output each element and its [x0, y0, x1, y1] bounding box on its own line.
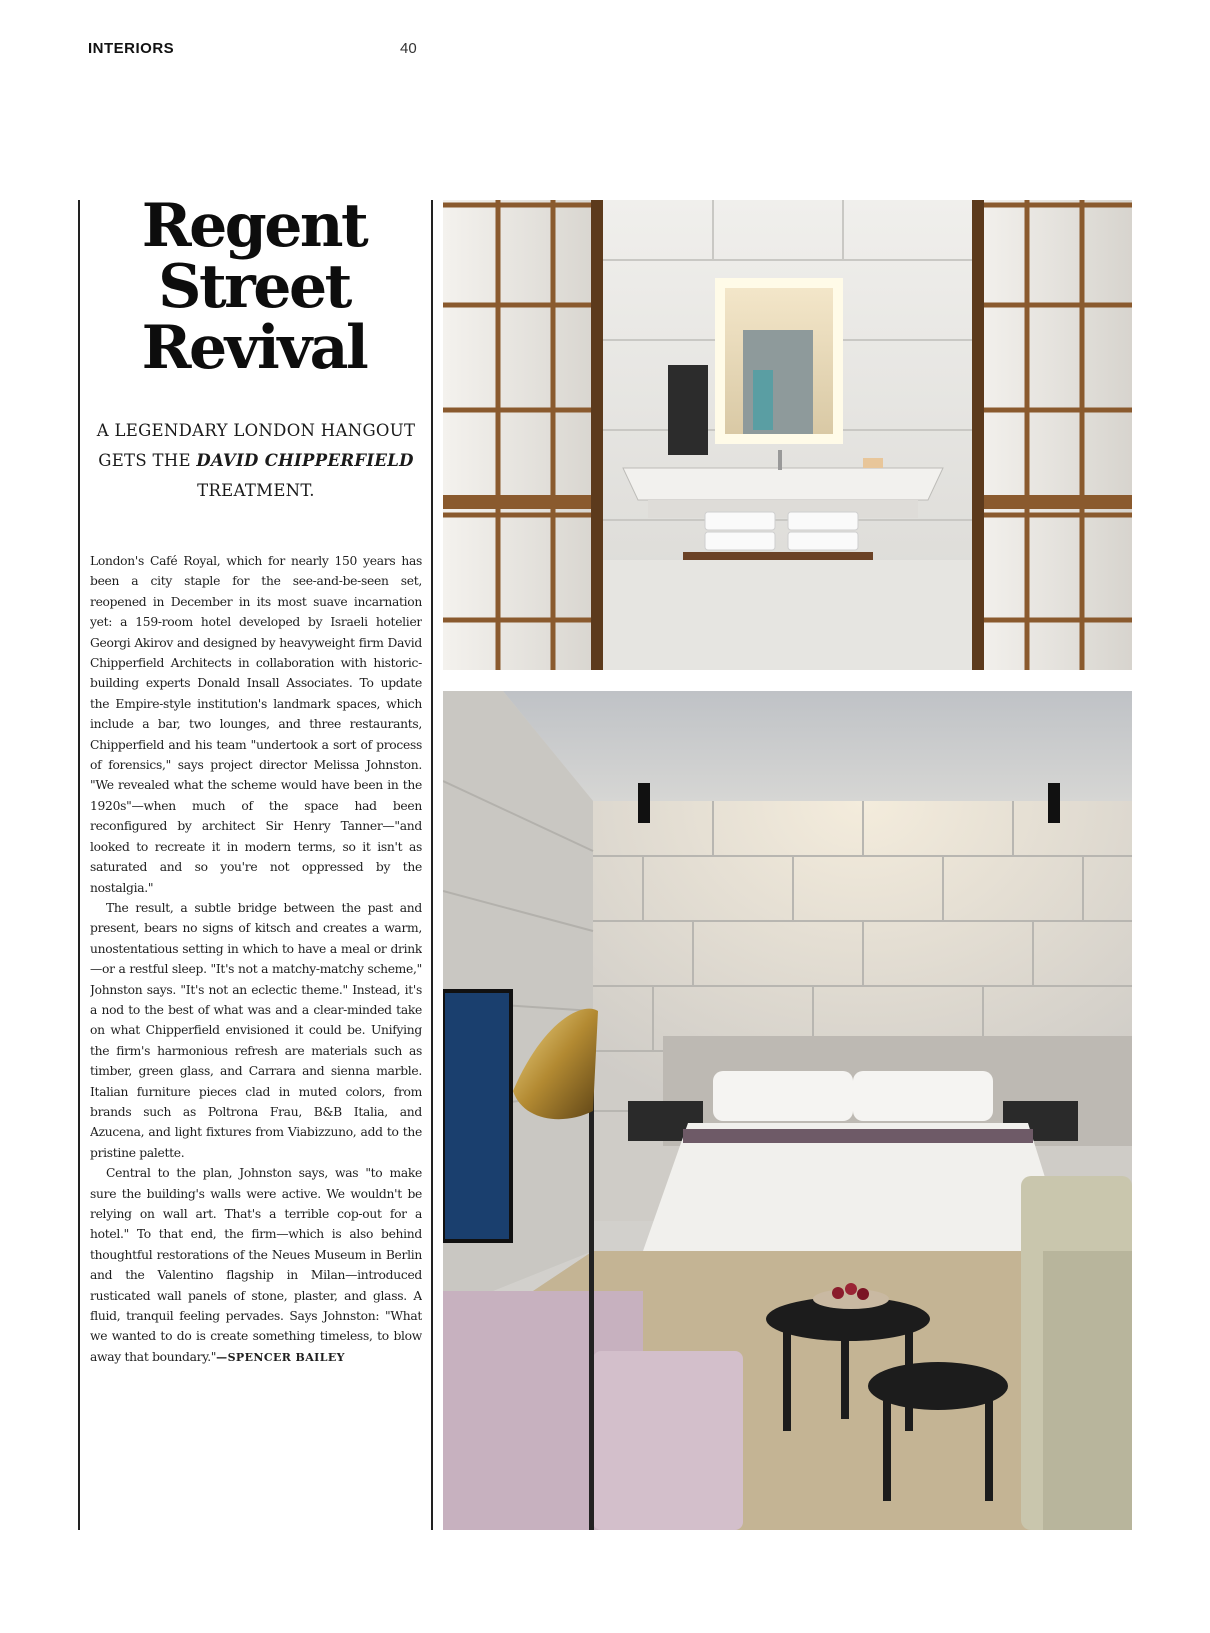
toiletries — [863, 458, 883, 468]
shoji-left — [443, 200, 603, 670]
wood-shelf — [683, 552, 873, 560]
headline-line-2: Street — [158, 252, 350, 322]
section-label: INTERIORS — [88, 40, 175, 57]
deck — [88, 416, 424, 506]
vanity-base — [648, 500, 918, 518]
headline-line-1: Regent — [141, 191, 367, 261]
towel-2 — [705, 532, 775, 550]
vanity-top — [623, 468, 943, 500]
photo-bathroom — [443, 200, 1132, 670]
paragraph-1: London's Café Royal, which for nearly 150 years has been a city staple for the see-and-be-seen set, reopened in December in its most suave incarnation yet: a 159-room hotel developed by Israeli hotelier Georgi Akirov and designed by heavyweight firm David Chipperfield Architects in collaboration with historic-building experts Donald Insall Associates. To update the Empire-style institution's landmark spaces, which include a bar, two lounges, and three restaurants, Chipperfield and his team "undertook a sort of process of forensics," says project director Melissa Johnston. "We revealed what the scheme would have been in the 1920s"—when much of the space had been reconfigured by architect Sir Henry Tanner—"and looked to recreate it in modern terms, so it isn't as saturated and so you're not oppressed by the nostalgia." — [90, 554, 422, 895]
bedroom-illustration — [443, 691, 1132, 1530]
deck-italic: DAVID CHIPPERFIELD — [196, 451, 414, 470]
column-rule-left — [78, 200, 80, 1530]
towel-4 — [788, 532, 858, 550]
tv-screen — [443, 991, 511, 1241]
paragraph-3 — [90, 1163, 422, 1368]
deck-part-1: A LEGENDARY LONDON HANGOUT GETS THE — [96, 421, 416, 470]
paragraph-2: The result, a subtle bridge between the past and present, bears no signs of kitsch and creates a warm, unostentatious setting in which to have a meal or drink—or a restful sleep. "It's not a matchy-matchy scheme," Johnston says. "It's not an eclectic theme." Instead, it's a nod to the best of what was and a clear-minded take on what Chipperfield envisioned it could be. Unifying the firm's harmonious refresh are materials such as timber, green glass, and Carrara and sienna marble. Italian furniture pieces clad in muted colors, from brands such as Poltrona Frau, B&B Italia, and Azucena, and light fixtures from Viabizzuno, add to the pristine palette. — [90, 900, 422, 1160]
dark-panel — [668, 365, 708, 455]
bed-runner — [683, 1129, 1033, 1143]
towel-3 — [788, 512, 858, 530]
headline — [84, 191, 424, 383]
bathroom-illustration — [443, 200, 1132, 670]
byline: —SPENCER BAILEY — [216, 1350, 345, 1364]
page-number: 40 — [400, 40, 417, 57]
faucet — [778, 450, 782, 470]
pillow-right — [853, 1071, 993, 1121]
deck-part-2: TREATMENT. — [197, 481, 315, 500]
column-rule-right — [431, 200, 433, 1530]
shoji-right — [972, 200, 1132, 670]
sofa — [1021, 1176, 1132, 1530]
bath-floor — [593, 560, 983, 670]
towel-1 — [705, 512, 775, 530]
pillow-left — [713, 1071, 853, 1121]
article-body — [90, 551, 422, 1531]
photo-bedroom — [443, 691, 1132, 1530]
paragraph-3-text: Central to the plan, Johnston says, was "to make sure the building's walls were active. We wouldn't be relying on wall art. That's a terrible cop-out for a hotel." To that end, the firm—which is also behind thoughtful restorations of the Neues Museum in Berlin and the Valentino flagship in Milan—introduced rusticated wall panels of stone, plaster, and glass. A fluid, tranquil feeling pervades. Says Johnston: "What we wanted to do is create something timeless, to blow away that boundary." — [90, 1166, 422, 1364]
headline-line-3: Revival — [141, 313, 367, 383]
mirror-glass — [753, 370, 773, 430]
